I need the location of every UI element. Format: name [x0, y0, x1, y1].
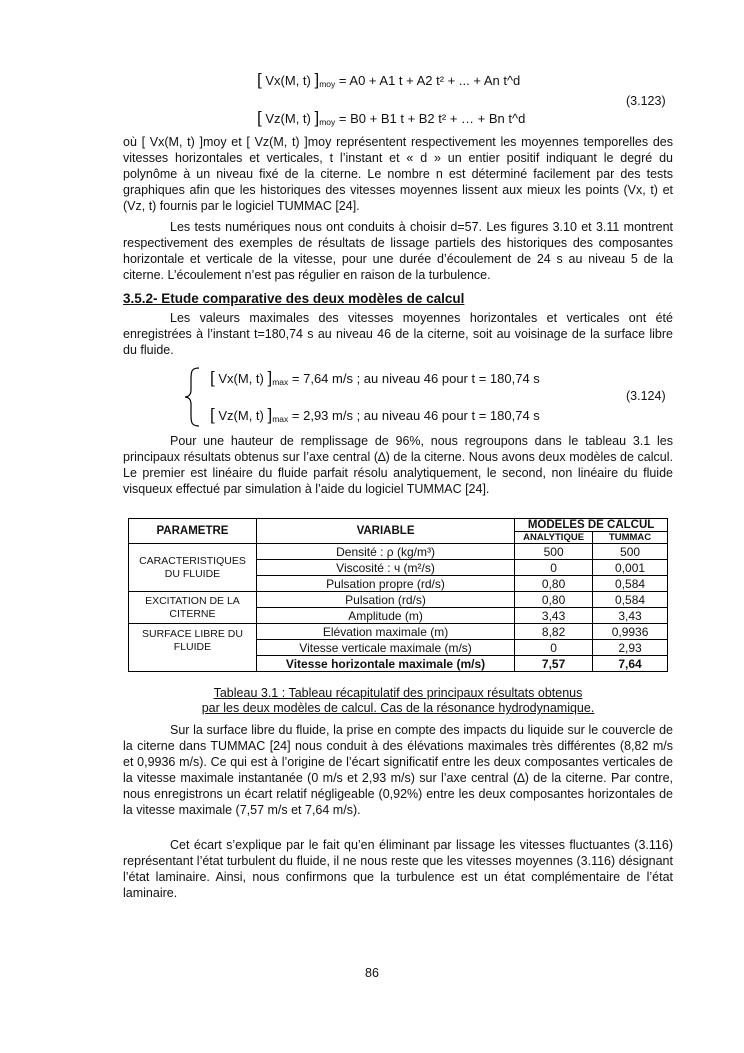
paragraph-definitions: où [ Vx(M, t) ]moy et [ Vz(M, t) ]moy représentent respectivement les moyennes temporelles des vitesses horizontales et verticales, t l’instant et « d » un entier positif indiquant le degré du polynôme à un niveau fixé de la citerne. Le nombre n est déterminé facilement par des tests graphiques afin que les historiques des vitesses moyennes lissent aux mieux les points (Vx, t) et (Vz, t) fournis par le logiciel TUMMAC [24]. — [123, 135, 673, 213]
equation-number-3124: (3.124) — [626, 389, 666, 403]
section-title: 3.5.2- Etude comparative des deux modèles de calcul — [123, 291, 465, 306]
group-surface-libre: SURFACE LIBRE DU FLUIDE — [129, 624, 257, 672]
cell-analytique: 8,82 — [515, 624, 593, 640]
page-number: 86 — [365, 966, 379, 980]
header-modeles: MODELES DE CALCUL — [515, 519, 668, 532]
eq2-sub-max: max — [272, 377, 289, 387]
paragraph-table-intro-text: Pour une hauteur de remplissage de 96%, nous regroupons dans le tableau 3.1 les principaux résultats obtenus sur l’axe central (∆) de la citerne. Nous avons deux modèles de calcul. Le premier est linéaire du fluide parfait résolu analytiquement, le second, non linéaire du fluide visqueux effectué par simulation à l’aide du logiciel TUMMAC [24]. — [123, 434, 673, 496]
cell-analytique: 500 — [515, 544, 593, 560]
table-row — [129, 544, 668, 560]
eq2-sub-max-2: max — [272, 414, 289, 424]
equation-vx-max: [ Vx(M, t) ]$_{max} = 7,64$ m/s ; au niveau 46 pour t = 180,74 s — [210, 368, 540, 387]
cell-var-amplitude: Amplitude (m) — [256, 608, 514, 624]
cell-var-vitesse-horizontale: Vitesse horizontale maximale (m/s) — [256, 656, 514, 672]
header-tummac: TUMMAC — [593, 532, 668, 544]
cell-tummac: 2,93 — [593, 640, 668, 656]
equation-vz-max: [ Vz(M, t) ]$_{max} = 2,93$ m/s ; au niveau 46 pour t = 180,74 s — [210, 405, 540, 424]
eq-sub-moy-2: moy — [319, 117, 336, 127]
cell-tummac: 0,9936 — [593, 624, 668, 640]
header-parametre: PARAMETRE — [129, 519, 257, 544]
eq2-vz-rhs: = 2,93 m/s ; au niveau 46 pour t = 180,74 s — [291, 408, 540, 423]
eq-vz-lhs: Vz(M, t) — [265, 111, 311, 126]
cell-var-vitesse-verticale: Vitesse verticale maximale (m/s) — [256, 640, 514, 656]
group-excitation: EXCITATION DE LA CITERNE — [129, 592, 257, 624]
cell-analytique: 0 — [515, 560, 593, 576]
cell-tummac: 0,001 — [593, 560, 668, 576]
paragraph-surface-libre — [123, 723, 673, 818]
cell-var-pulsation: Pulsation (rd/s) — [256, 592, 514, 608]
cell-var-viscosite: Viscosité : ч (m²/s) — [256, 560, 514, 576]
cell-var-elevation: Elévation maximale (m) — [256, 624, 514, 640]
paragraph-max-values — [123, 311, 673, 359]
table-row — [129, 592, 668, 608]
cell-tummac: 0,584 — [593, 576, 668, 592]
cell-analytique: 3,43 — [515, 608, 593, 624]
caption-line-2: par les deux modèles de calcul. Cas de la résonance hydrodynamique. — [201, 701, 595, 715]
eq2-vx-lhs: Vx(M, t) — [218, 371, 264, 386]
left-brace-icon — [183, 366, 203, 428]
equation-vx-moy: [ Vx(M, t) ]$_{moy} = A0 + A1$ t + A2 t² + ... + An t^d — [257, 70, 521, 89]
cell-analytique: 7,57 — [515, 656, 593, 672]
cell-analytique: 0,80 — [515, 576, 593, 592]
eq-vz-rhs: = B0 + B1 t + B2 t² + … + Bn t^d — [338, 111, 526, 126]
eq2-vz-lhs: Vz(M, t) — [218, 408, 264, 423]
paragraph-table-intro — [123, 434, 673, 498]
eq-vx-rhs: = A0 + A1 t + A2 t² + ... + An t^d — [338, 73, 521, 88]
cell-tummac: 500 — [593, 544, 668, 560]
eq-sub-moy: moy — [319, 79, 336, 89]
eq-vx-lhs: Vx(M, t) — [265, 73, 311, 88]
paragraph-conclusion-text: Cet écart s’explique par le fait qu’en éliminant par lissage les vitesses fluctuantes (3.116) représentant l’état turbulent du fluide, il ne nous reste que les vitesses moyennes (3.116) désignant l’état laminaire. Ainsi, nous confirmons que la turbulence est un état complémentaire de l’état laminaire. — [123, 838, 673, 900]
caption-line-1: Tableau 3.1 : Tableau récapitulatif des principaux résultats obtenus — [213, 686, 583, 700]
header-analytique: ANALYTIQUE — [515, 532, 593, 544]
paragraph-numerical-tests — [123, 220, 673, 284]
paragraph-surface-libre-text: Sur la surface libre du fluide, la prise en compte des impacts du liquide sur le couvercle de la citerne dans TUMMAC [24] nous conduit à des élévations maximales très différentes (8,82 m/s et 0,9936 m/s). Ce qui est à l’origine de l’écart significatif entre les deux composantes verticales de la vitesse maximale instantanée (0 m/s et 2,93 m/s) sur l’axe central (∆) de la citerne. Par contre, nous enregistrons un écart relatif négligeable (0,92%) entre les deux composantes horizontales de la vitesse maximale (7,57 m/s et 7,64 m/s). — [123, 723, 673, 817]
table-row — [129, 624, 668, 640]
eq2-vx-rhs: = 7,64 m/s ; au niveau 46 pour t = 180,74 s — [291, 371, 540, 386]
cell-analytique: 0,80 — [515, 592, 593, 608]
paragraph-conclusion — [123, 838, 673, 902]
paragraph-numerical-tests-text: Les tests numériques nous ont conduits à choisir d=57. Les figures 3.10 et 3.11 montrent respectivement des exemples de résultats de lissage partiels des historiques des composantes horizontale et verticale de la vitesse, pour une durée d’écoulement de 24 s au niveau 5 de la citerne. L’écoulement n’est pas régulier en raison de la turbulence. — [123, 220, 673, 282]
equation-number-3123: (3.123) — [626, 94, 666, 108]
cell-tummac: 0,584 — [593, 592, 668, 608]
cell-tummac: 3,43 — [593, 608, 668, 624]
table-caption — [123, 686, 673, 716]
cell-tummac: 7,64 — [593, 656, 668, 672]
equation-vz-moy: [ Vz(M, t) ]$_{moy} = B0 + B1$ t + B2 t² + … + Bn t^d — [257, 108, 526, 127]
group-caracteristiques: CARACTERISTIQUES DU FLUIDE — [129, 544, 257, 592]
header-variable: VARIABLE — [256, 519, 514, 544]
cell-var-densite: Densité : ρ (kg/m³) — [256, 544, 514, 560]
results-table — [128, 518, 668, 672]
cell-analytique: 0 — [515, 640, 593, 656]
cell-var-pulsation-propre: Pulsation propre (rd/s) — [256, 576, 514, 592]
paragraph-max-values-text: Les valeurs maximales des vitesses moyennes horizontales et verticales ont été enregistrées à l’instant t=180,74 s au niveau 46 de la citerne, soit au voisinage de la surface libre du fluide. — [123, 311, 673, 357]
table-header-row — [129, 519, 668, 532]
